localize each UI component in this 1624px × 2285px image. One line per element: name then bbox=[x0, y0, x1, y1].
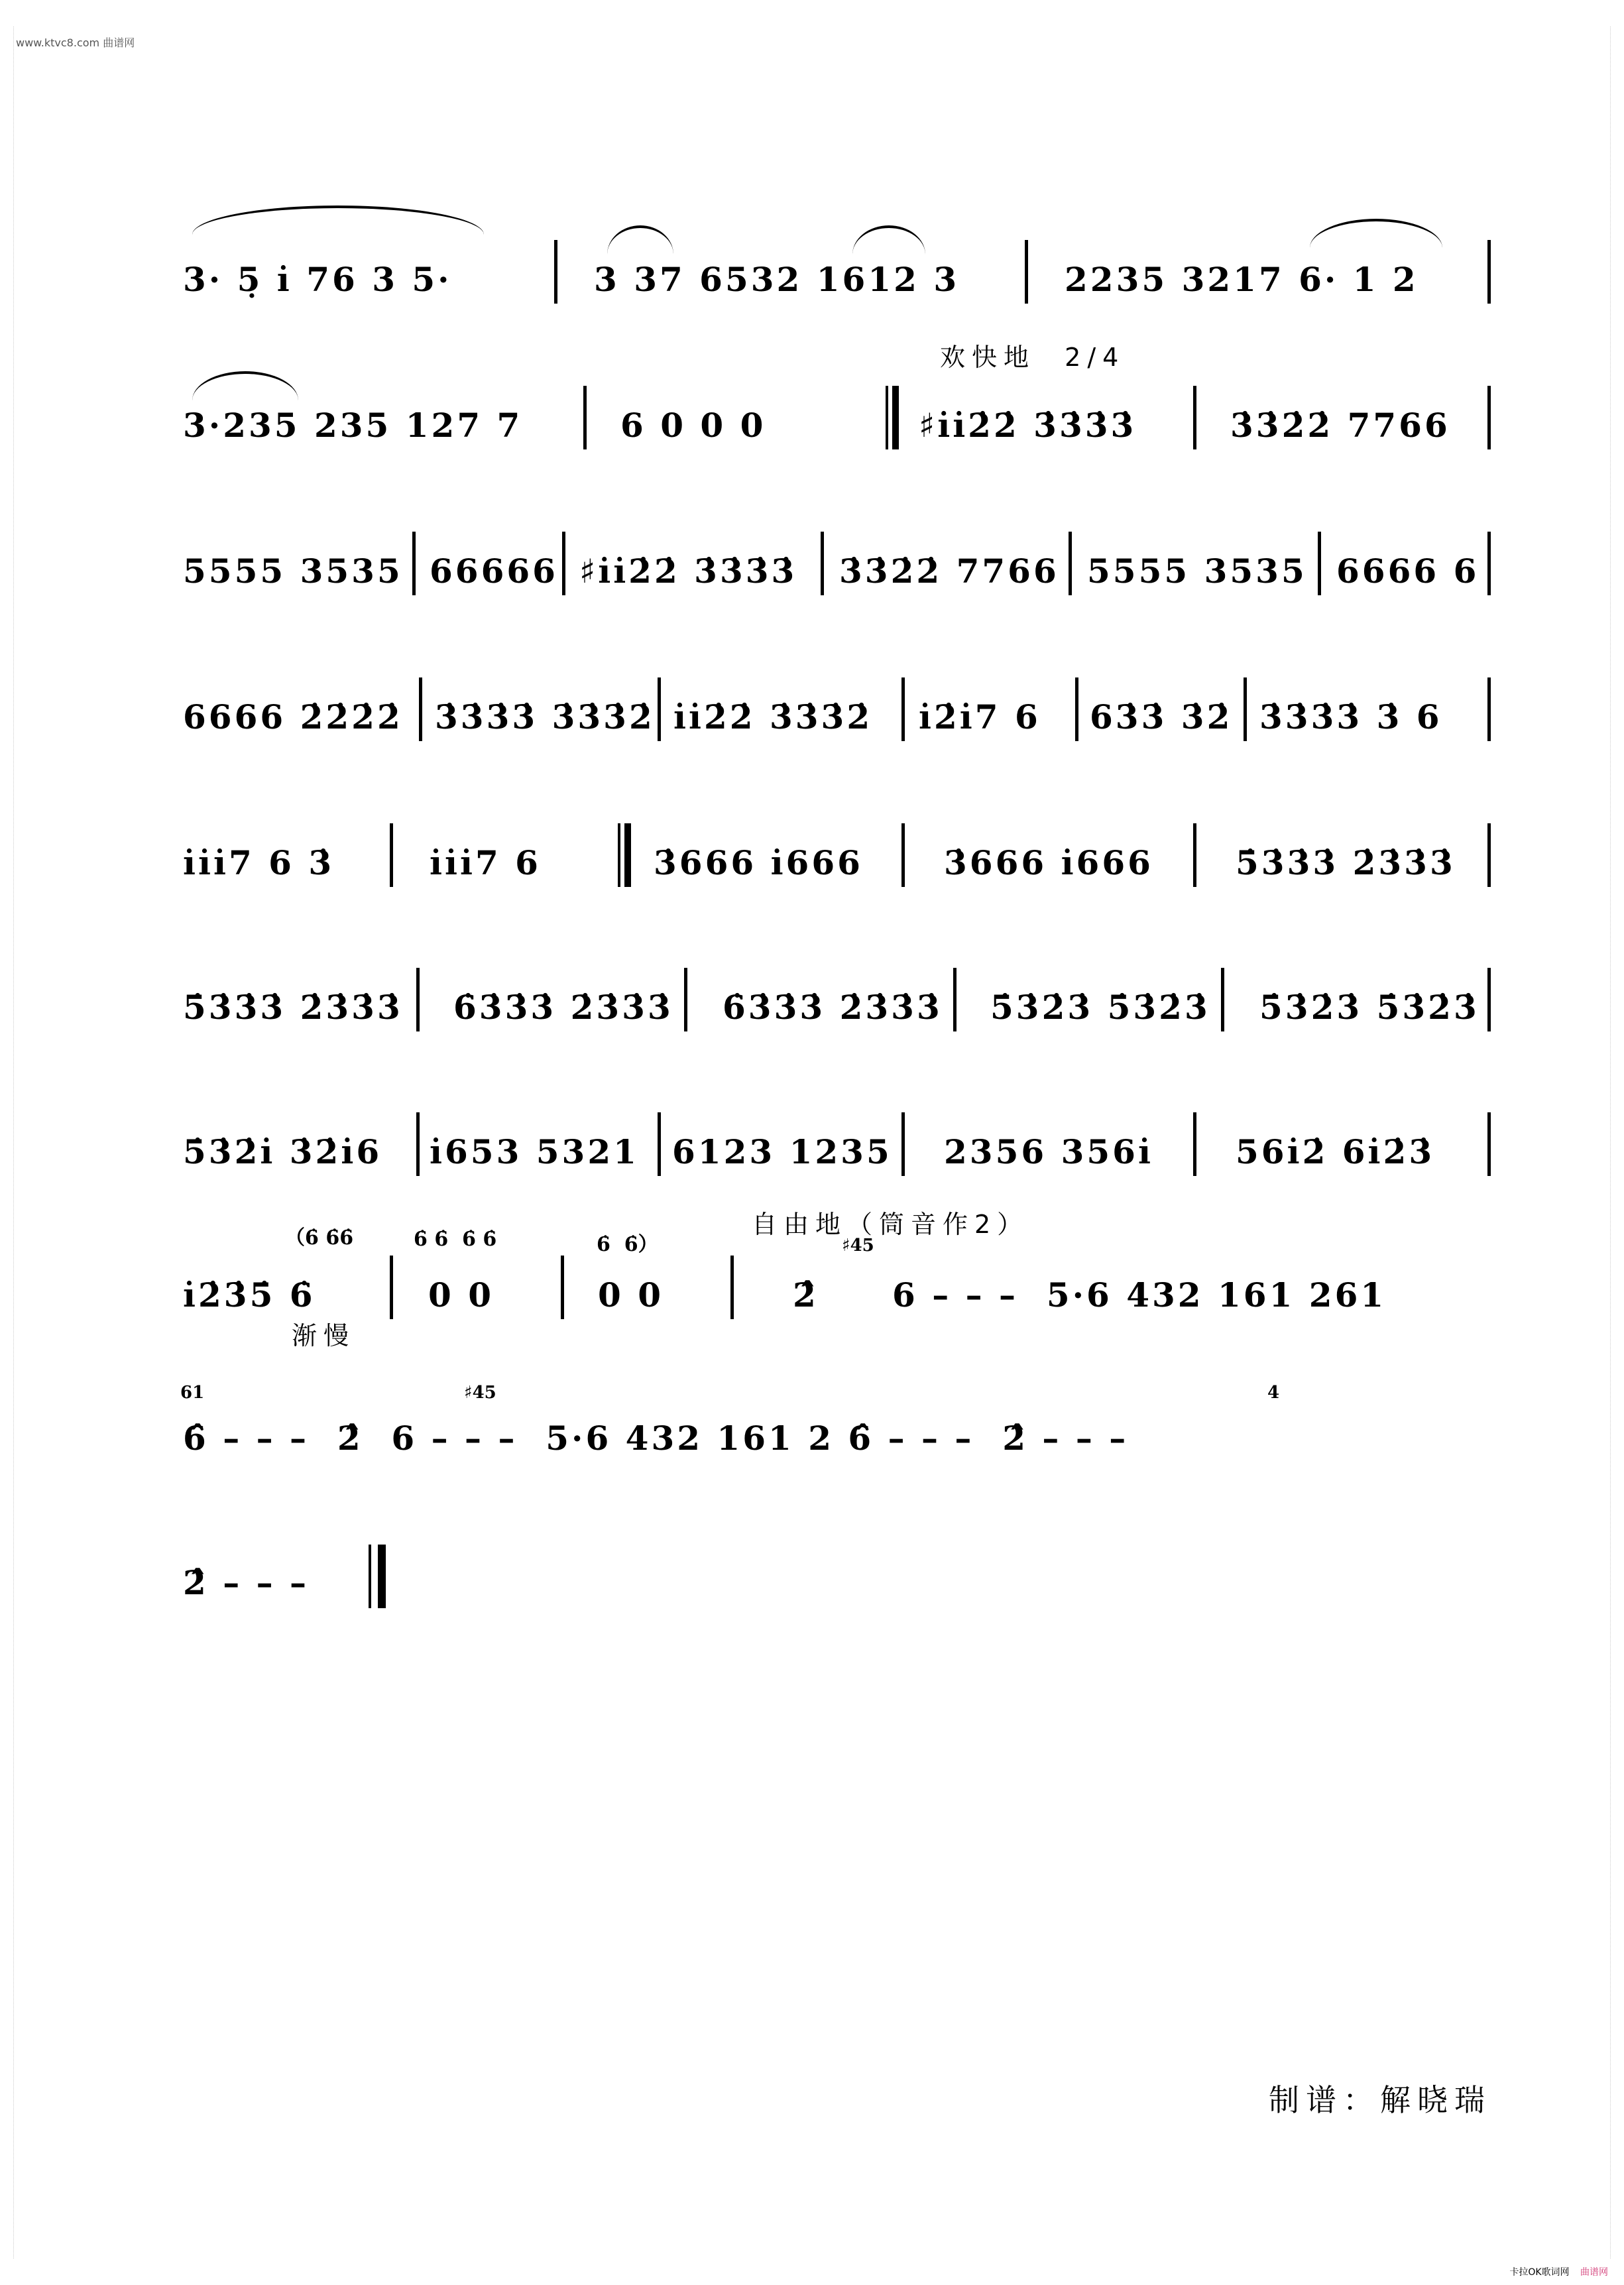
site-header: www.ktvc8.com 曲谱网 bbox=[16, 36, 135, 49]
measure-notes: 5̇3̇3̇3̇ 2̇3̇3̇3̇ bbox=[1236, 843, 1456, 882]
left-margin-watermark bbox=[3, 27, 14, 2258]
measure-notes: 2235 3217 6· 1 2 bbox=[1065, 260, 1419, 299]
barline bbox=[562, 532, 565, 595]
measure bbox=[183, 245, 554, 305]
accent-notes: 6̇ 6̇） bbox=[597, 1233, 658, 1256]
measure-notes: ♯i̇i̇2̇2̇ 3̇3̇3̇3̇ bbox=[919, 406, 1137, 445]
measure bbox=[183, 973, 422, 1033]
barline bbox=[1025, 240, 1028, 304]
barline bbox=[1487, 968, 1491, 1031]
barline bbox=[1487, 823, 1491, 887]
measure bbox=[430, 829, 628, 888]
score-line-5 bbox=[183, 829, 1491, 888]
barline bbox=[1069, 532, 1072, 595]
score-line-7 bbox=[183, 1118, 1491, 1177]
measure-notes: 3· 5̣ i̇ 76 3 5· bbox=[183, 260, 452, 299]
measure-notes: 5̇3̇2̇3̇ 5̇3̇2̇3̇ bbox=[990, 988, 1210, 1027]
measure-notes: ♯i̇i̇2̇2̇ 3̇3̇3̇3̇ bbox=[579, 552, 797, 591]
measure bbox=[430, 1118, 668, 1177]
measure bbox=[654, 829, 919, 888]
grace-note: 61 bbox=[180, 1383, 205, 1403]
barline bbox=[953, 968, 957, 1031]
barline bbox=[1244, 677, 1247, 741]
slur bbox=[192, 205, 484, 235]
measure-notes: 2̂ bbox=[793, 1275, 819, 1315]
measure-notes: 0 0 bbox=[428, 1275, 494, 1315]
measure-notes: 5̇3̇2̇i̇ 3̇2̇i̇6 bbox=[183, 1132, 382, 1171]
right-margin-watermark bbox=[1610, 27, 1621, 2258]
barline bbox=[1193, 386, 1196, 449]
barline bbox=[390, 823, 393, 887]
measure bbox=[183, 683, 415, 742]
measure bbox=[435, 683, 687, 742]
barline bbox=[821, 532, 824, 595]
measure bbox=[183, 1404, 1487, 1464]
measure-notes: 6 – – – 5·6 432 161 261 bbox=[892, 1275, 1387, 1315]
score-line-2 bbox=[183, 391, 1491, 451]
parenthetical-notes-2: 6̇ 6̇ 6̇ 6̇ bbox=[414, 1228, 497, 1251]
barline bbox=[1487, 240, 1491, 304]
barline bbox=[390, 1256, 393, 1319]
measure-notes: 2̂ – – – bbox=[183, 1563, 310, 1602]
score-line-3 bbox=[183, 537, 1491, 597]
measure-notes: 56i̇2̇ 6i̇2̇3̇ bbox=[1236, 1132, 1435, 1171]
barline bbox=[1075, 677, 1078, 741]
measure bbox=[579, 537, 858, 597]
measure-notes: 5̇3̇2̇3̇ 5̇3̇2̇3̇ bbox=[1259, 988, 1479, 1027]
score-line-8 bbox=[183, 1261, 1491, 1320]
measure-notes: 3̇3̇3̇3̇ 3̇ 6 bbox=[1259, 697, 1442, 736]
score-line-1 bbox=[183, 245, 1491, 305]
measure-notes: 3̇3̇2̇2̇ 7766 bbox=[1230, 406, 1450, 445]
measure-notes: 63̇3̇ 3̇2̇ bbox=[1090, 697, 1233, 736]
measure bbox=[183, 829, 395, 888]
measure-notes: 6̇3̇3̇3̇ 2̇3̇3̇3̇ bbox=[723, 988, 943, 1027]
barline bbox=[416, 1112, 420, 1176]
grace-note: ♯45 bbox=[464, 1383, 496, 1403]
measure bbox=[1236, 1118, 1487, 1177]
measure-notes: 6123 1235 bbox=[672, 1132, 892, 1171]
measure-notes: 6666 2̇2̇2̇2̇ bbox=[183, 697, 403, 736]
barline bbox=[1487, 677, 1491, 741]
barline bbox=[583, 386, 587, 449]
arranger-credit: 制谱：解晓瑞 bbox=[1269, 2082, 1491, 2118]
barline bbox=[684, 968, 687, 1031]
barline bbox=[561, 1256, 564, 1319]
measure bbox=[944, 1118, 1183, 1177]
barline bbox=[658, 1112, 661, 1176]
score-line-6 bbox=[183, 973, 1491, 1033]
measure bbox=[428, 1261, 561, 1320]
barline bbox=[416, 968, 420, 1031]
barline bbox=[412, 532, 416, 595]
measure-notes: 3̇3̇3̇3̇ 3̇3̇3̇2̇ bbox=[435, 697, 655, 736]
measure bbox=[944, 829, 1209, 888]
barline bbox=[1193, 823, 1196, 887]
barline bbox=[901, 1112, 905, 1176]
slur bbox=[1310, 219, 1442, 248]
repeat-start-barline bbox=[886, 386, 900, 449]
measure bbox=[673, 683, 912, 742]
barline bbox=[901, 823, 905, 887]
measure bbox=[183, 1261, 382, 1320]
measure-notes: 3̇3̇2̇2̇ 7766 bbox=[839, 552, 1059, 591]
barline bbox=[901, 677, 905, 741]
measure bbox=[990, 973, 1229, 1033]
measure bbox=[183, 537, 408, 597]
footer-right: 曲谱网 bbox=[1580, 2267, 1608, 2278]
measure-notes: i̇i̇i̇7 6 3̇ bbox=[183, 843, 335, 882]
barline bbox=[1318, 532, 1321, 595]
measure bbox=[183, 1118, 422, 1177]
measure bbox=[620, 391, 886, 451]
measure bbox=[1259, 683, 1485, 742]
barline bbox=[1487, 532, 1491, 595]
measure bbox=[1236, 829, 1501, 888]
measure bbox=[453, 973, 692, 1033]
grace-note: ♯45 bbox=[842, 1236, 874, 1256]
measure-notes: 3·235 235 127 7 bbox=[183, 406, 523, 445]
final-barline bbox=[378, 1545, 386, 1608]
measure-notes: 3 37 6532 1612 3 bbox=[594, 260, 960, 299]
score-line-4 bbox=[183, 683, 1491, 742]
measure bbox=[839, 537, 1104, 597]
tempo-marking: 欢快地 2/4 bbox=[940, 343, 1126, 372]
measure bbox=[892, 1261, 1495, 1320]
barline bbox=[1193, 1112, 1196, 1176]
barline bbox=[658, 677, 661, 741]
measure-notes: 0 0 bbox=[598, 1275, 664, 1315]
measure-notes: i̇653 5321 bbox=[430, 1132, 639, 1171]
measure bbox=[1065, 245, 1462, 305]
measure-notes: i̇i̇i̇7 6 bbox=[430, 843, 541, 882]
measure-notes: 6̇3̇3̇3̇ 2̇3̇3̇3̇ bbox=[453, 988, 673, 1027]
measure-notes: 6666 6 bbox=[1336, 552, 1479, 591]
measure bbox=[183, 391, 581, 451]
ritardando-marking: 渐慢 bbox=[292, 1321, 356, 1350]
measure-notes: 5555 3535 bbox=[1087, 552, 1307, 591]
measure bbox=[793, 1261, 859, 1320]
measure bbox=[598, 1261, 730, 1320]
barline bbox=[1487, 1112, 1491, 1176]
measure-notes: 5555 3535 bbox=[183, 552, 403, 591]
barline bbox=[554, 240, 557, 304]
barline bbox=[1221, 968, 1224, 1031]
barline bbox=[730, 1256, 734, 1319]
measure-notes: 6 0 0 0 bbox=[620, 406, 766, 445]
measure bbox=[1087, 537, 1326, 597]
repeat-end-barline bbox=[618, 823, 632, 887]
measure bbox=[723, 973, 961, 1033]
measure bbox=[1336, 537, 1495, 597]
measure bbox=[183, 1549, 382, 1608]
measure-notes: i̇i̇2̇2̇ 3̇3̇3̇2̇ bbox=[673, 697, 873, 736]
footer-left: 卡拉OK歌词网 bbox=[1509, 2267, 1570, 2278]
grace-note: 4 bbox=[1267, 1383, 1280, 1403]
barline bbox=[419, 677, 422, 741]
site-footer bbox=[1509, 2265, 1608, 2278]
measure-notes: 66666 bbox=[430, 552, 558, 591]
measure bbox=[1090, 683, 1262, 742]
measure-notes: i̇2̇i̇7 6 bbox=[919, 697, 1041, 736]
measure bbox=[672, 1118, 911, 1177]
measure-notes: 6̂ – – – 2̂ 6 – – – 5·6 432 161 2 6̂ – – – 2̂ – – – bbox=[183, 1419, 1129, 1458]
measure-notes: 3̇666 i̇666 bbox=[654, 843, 863, 882]
measure bbox=[1259, 973, 1498, 1033]
tempo-free-marking: 自由地（筒音作2） bbox=[752, 1210, 1029, 1239]
measure-notes: i̇2̇3̇5̇ 6̇ bbox=[183, 1275, 316, 1315]
measure-notes: 3̇666 i̇666 bbox=[944, 843, 1153, 882]
score-line-9 bbox=[183, 1404, 1491, 1464]
measure-notes: 2356 356i̇ bbox=[944, 1132, 1153, 1171]
measure-notes: 5̇3̇3̇3̇ 2̇3̇3̇3̇ bbox=[183, 988, 403, 1027]
barline bbox=[1487, 386, 1491, 449]
parenthetical-notes: （6̇ 6̇6̇ bbox=[285, 1226, 354, 1250]
measure bbox=[1230, 391, 1509, 451]
